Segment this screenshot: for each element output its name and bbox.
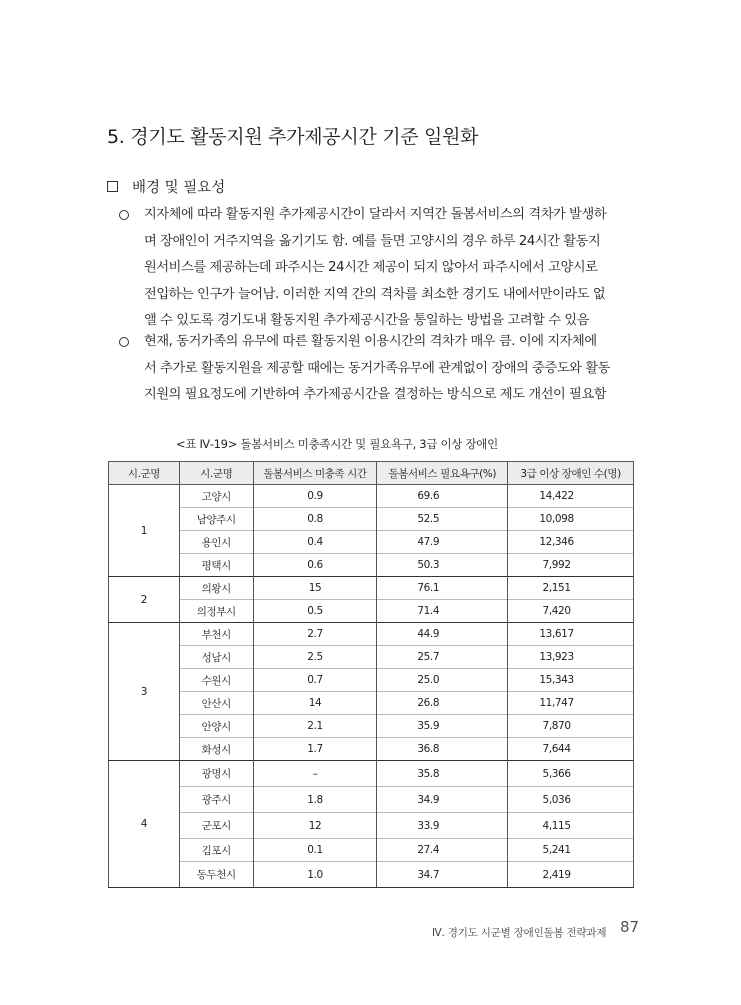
group-cell: 1: [109, 485, 180, 577]
table-body: [109, 485, 634, 888]
table-row: [109, 623, 634, 646]
city-cell: 김포시: [179, 839, 253, 862]
need-percent-cell: 47.9: [377, 531, 508, 554]
city-cell: 안산시: [179, 692, 253, 715]
disabled-count-cell: 14,422: [508, 485, 634, 508]
need-percent-cell: 71.4: [377, 600, 508, 623]
group-cell: 4: [109, 761, 180, 888]
bullet-paragraph: [119, 329, 639, 409]
unmet-hours-cell: 14: [253, 692, 377, 715]
need-percent-cell: 50.3: [377, 554, 508, 577]
bullet-line: 지원의 필요정도에 기반하여 추가제공시간을 결정하는 방식으로 제도 개선이 필요함: [144, 387, 607, 402]
city-cell: 동두천시: [179, 862, 253, 888]
need-percent-cell: 25.0: [377, 669, 508, 692]
city-cell: 성남시: [179, 646, 253, 669]
need-percent-cell: 34.7: [377, 862, 508, 888]
city-cell: 군포시: [179, 813, 253, 839]
square-bullet-icon: [107, 181, 118, 192]
data-table: [108, 461, 634, 888]
disabled-count-cell: 11,747: [508, 692, 634, 715]
unmet-hours-cell: 1.8: [253, 787, 377, 813]
disabled-count-cell: 7,420: [508, 600, 634, 623]
unmet-hours-cell: 2.1: [253, 715, 377, 738]
group-cell: 3: [109, 623, 180, 761]
table-row: [109, 761, 634, 787]
bullet-line: 원서비스를 제공하는데 파주시는 24시간 제공이 되지 않아서 파주시에서 고양시로: [144, 260, 598, 275]
disabled-count-cell: 7,644: [508, 738, 634, 761]
bullet-paragraph: [119, 202, 639, 335]
need-percent-cell: 34.9: [377, 787, 508, 813]
city-cell: 평택시: [179, 554, 253, 577]
unmet-hours-cell: 1.0: [253, 862, 377, 888]
need-percent-cell: 44.9: [377, 623, 508, 646]
unmet-hours-cell: 0.1: [253, 839, 377, 862]
bullet-line: 며 장애인이 거주지역을 옮기기도 함. 예를 들면 고양시의 경우 하루 24시간 활동지: [144, 233, 601, 249]
table-row: [109, 862, 634, 888]
column-header: 시.군명: [179, 462, 253, 485]
city-cell: 의정부시: [179, 600, 253, 623]
page-number: 87: [620, 918, 640, 936]
table-row: [109, 715, 634, 738]
disabled-count-cell: 13,617: [508, 623, 634, 646]
need-percent-cell: 27.4: [377, 839, 508, 862]
unmet-hours-cell: 0.6: [253, 554, 377, 577]
disabled-count-cell: 4,115: [508, 813, 634, 839]
city-cell: 의왕시: [179, 577, 253, 600]
disabled-count-cell: 2,151: [508, 577, 634, 600]
disabled-count-cell: 13,923: [508, 646, 634, 669]
unmet-hours-cell: 2.7: [253, 623, 377, 646]
unmet-hours-cell: 12: [253, 813, 377, 839]
section-title: 5. 경기도 활동지원 추가제공시간 기준 일원화: [107, 126, 479, 148]
bullet-line: 서 추가로 활동지원을 제공할 때에는 동거가족유무에 관계없이 장애의 중증도와 활동: [144, 360, 610, 376]
need-percent-cell: 33.9: [377, 813, 508, 839]
table-row: [109, 813, 634, 839]
need-percent-cell: 52.5: [377, 508, 508, 531]
city-cell: 고양시: [179, 485, 253, 508]
disabled-count-cell: 15,343: [508, 669, 634, 692]
circle-bullet-icon: [119, 337, 129, 347]
city-cell: 광주시: [179, 787, 253, 813]
column-header: 시.군명: [109, 462, 180, 485]
bullet-line: 전입하는 인구가 늘어남. 이러한 지역 간의 격차를 최소한 경기도 내에서만이라도 없: [144, 286, 606, 302]
need-percent-cell: 26.8: [377, 692, 508, 715]
subheading: [107, 176, 225, 197]
circle-bullet-icon: [119, 210, 129, 220]
table-row: [109, 508, 634, 531]
disabled-count-cell: 5,036: [508, 787, 634, 813]
disabled-count-cell: 7,992: [508, 554, 634, 577]
unmet-hours-cell: 0.7: [253, 669, 377, 692]
bullet-line: 지자체에 따라 활동지원 추가제공시간이 달라서 지역간 돌봄서비스의 격차가 발생하: [144, 207, 607, 222]
unmet-hours-cell: 0.8: [253, 508, 377, 531]
unmet-hours-cell: –: [253, 761, 377, 787]
city-cell: 안양시: [179, 715, 253, 738]
bullet-line: 현재, 동거가족의 유무에 따른 활동지원 이용시간의 격차가 매우 큼. 이에 지자체에: [144, 334, 597, 349]
need-percent-cell: 35.8: [377, 761, 508, 787]
need-percent-cell: 69.6: [377, 485, 508, 508]
unmet-hours-cell: 2.5: [253, 646, 377, 669]
city-cell: 남양주시: [179, 508, 253, 531]
city-cell: 광명시: [179, 761, 253, 787]
group-cell: 2: [109, 577, 180, 623]
unmet-hours-cell: 15: [253, 577, 377, 600]
table-row: [109, 839, 634, 862]
disabled-count-cell: 5,241: [508, 839, 634, 862]
table-row: [109, 646, 634, 669]
city-cell: 부천시: [179, 623, 253, 646]
unmet-hours-cell: 1.7: [253, 738, 377, 761]
need-percent-cell: 76.1: [377, 577, 508, 600]
disabled-count-cell: 12,346: [508, 531, 634, 554]
table-header-row: [109, 462, 634, 485]
disabled-count-cell: 7,870: [508, 715, 634, 738]
table-row: [109, 600, 634, 623]
table-caption: <표 Ⅳ-19> 돌봄서비스 미충족시간 및 필요욕구, 3급 이상 장애인: [176, 437, 498, 451]
table-row: [109, 692, 634, 715]
city-cell: 수원시: [179, 669, 253, 692]
unmet-hours-cell: 0.5: [253, 600, 377, 623]
bullet-line: 앨 수 있도록 경기도내 활동지원 추가제공시간을 통일하는 방법을 고려할 수 있음: [144, 313, 590, 328]
table-row: [109, 669, 634, 692]
city-cell: 용인시: [179, 531, 253, 554]
city-cell: 화성시: [179, 738, 253, 761]
need-percent-cell: 36.8: [377, 738, 508, 761]
disabled-count-cell: 10,098: [508, 508, 634, 531]
column-header: 3급 이상 장애인 수(명): [508, 462, 634, 485]
unmet-hours-cell: 0.9: [253, 485, 377, 508]
disabled-count-cell: 5,366: [508, 761, 634, 787]
table-row: [109, 531, 634, 554]
need-percent-cell: 25.7: [377, 646, 508, 669]
table-row: [109, 554, 634, 577]
column-header: 돌봄서비스 미충족 시간: [253, 462, 377, 485]
table-row: [109, 485, 634, 508]
unmet-hours-cell: 0.4: [253, 531, 377, 554]
footer-text: Ⅳ. 경기도 시군별 장애인돌봄 전략과제: [432, 927, 607, 939]
need-percent-cell: 35.9: [377, 715, 508, 738]
disabled-count-cell: 2,419: [508, 862, 634, 888]
table-row: [109, 787, 634, 813]
table-row: [109, 738, 634, 761]
table-row: [109, 577, 634, 600]
subheading-label: 배경 및 필요성: [132, 180, 226, 196]
column-header: 돌봄서비스 필요욕구(%): [377, 462, 508, 485]
